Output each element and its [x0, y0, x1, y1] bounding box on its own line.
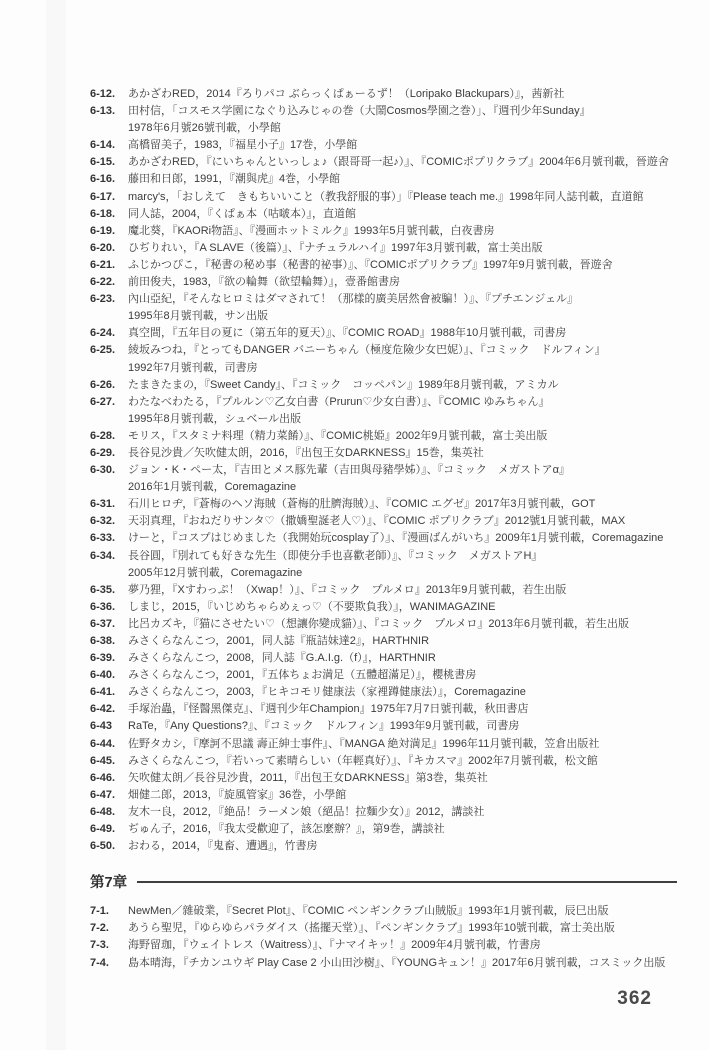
reference-entry [90, 616, 679, 633]
entry-text [128, 787, 679, 804]
entry-number: 6-33. [90, 532, 116, 545]
entry-text [128, 920, 679, 937]
entry-text-line: 魔北葵，『KAORi物語』、『漫画ホットミルク』1993年5月號刊載，白夜書房 [128, 224, 495, 237]
entry-text-line: 2016年1月號刊載，Coremagazine [128, 481, 297, 494]
reference-entry [90, 274, 679, 291]
reference-entry [90, 753, 679, 770]
entry-number: 6-42. [90, 703, 116, 716]
entry-number: 6-44. [90, 737, 116, 750]
entry-number: 7-3. [90, 939, 109, 952]
entry-number: 6-23. [90, 293, 116, 306]
entry-text [128, 342, 679, 376]
entry-text-line: 1995年8月號刊載，シュベール出版 [128, 412, 302, 425]
entry-text [128, 736, 679, 753]
entry-text [128, 257, 679, 274]
reference-entry [90, 599, 679, 616]
reference-entry [90, 496, 679, 513]
entry-text-line: ぢゅん子，2016，『我太受歡迎了，該怎麼辦？』，第9巻，講談社 [128, 823, 445, 836]
entry-number: 6-28. [90, 429, 116, 442]
reference-entry [90, 530, 679, 547]
entry-number: 6-39. [90, 652, 116, 665]
chapter7-header [90, 871, 679, 892]
entry-text-line: みさくらなんこつ，2001，同人誌『瓶詰妹達2』，HARTHNIR [128, 635, 430, 647]
entry-text-line: 島本晴海，『チカンユウギ Play Case 2 小山田沙樹』、『YOUNGキュン！』2017年6月號刊載，コスミック出版 [128, 956, 666, 969]
entry-text [128, 291, 679, 325]
entry-number: 7-4. [90, 956, 109, 969]
chapter-heading: 第7章 [90, 875, 128, 892]
entry-number: 6-20. [90, 241, 116, 254]
entry-number: 7-1. [90, 905, 109, 918]
entry-number: 6-26. [90, 378, 116, 391]
reference-entry [90, 86, 679, 103]
entry-text-line: 1992年7月號刊載，司書房 [128, 361, 258, 374]
entry-text-line: 比呂カズキ，『猫にさせたい♡（想讓你變成貓）』、『コミック プルメロ』2013年6月號刊載，若生出版 [128, 617, 630, 630]
entry-text-line: けーと，『コスプはじめました（我開始玩cosplay了）』、『漫画ばんがいち』2009年1月號刊載，Coremagazine [128, 532, 664, 545]
entry-text-line: 同人誌，2004，『くぱぁ本（咕啵本）』，直道館 [128, 207, 356, 220]
reference-entry [90, 955, 679, 972]
entry-text [128, 701, 679, 718]
entry-number: 6-17. [90, 190, 116, 203]
reference-entry [90, 428, 679, 445]
entry-number: 6-40. [90, 669, 116, 682]
reference-entry [90, 582, 679, 599]
entry-number: 6-35. [90, 583, 116, 596]
reference-entry [90, 257, 679, 274]
entry-number: 6-38. [90, 635, 116, 647]
reference-entry [90, 137, 679, 154]
reference-entry [90, 787, 679, 804]
entry-text [128, 462, 679, 496]
entry-text-line: わたなべわたる，『プルルン♡乙女白書（Prurun♡少女白書）』、『COMIC ゆみちゃん』 [128, 395, 550, 408]
entry-text-line: 長谷見沙貴／矢吹健太朗，2016，『出包王女DARKNESS』15巻，集英社 [128, 446, 484, 459]
entry-number: 6-49. [90, 823, 116, 836]
entry-number: 6-37. [90, 617, 116, 630]
reference-entry [90, 394, 679, 428]
entry-text-line: 真空間，『五年目の夏に（第五年的夏天）』、『COMIC ROAD』1988年10月號刊載，司書房 [128, 327, 567, 340]
entry-text [128, 599, 679, 616]
reference-entry [90, 838, 679, 855]
entry-text-line: みさくらなんこつ，2001，『五体ちょお満足（五體超滿足）』，櫻桃書房 [128, 669, 477, 682]
entry-text-line: あかざわRED，『にいちゃんといっしょ♪（跟哥哥一起♪）』、『COMICポプリクラブ』2004年6月號刊載，晉遊舍 [128, 156, 669, 169]
entry-text-line: 前田俊夫，1983，『欲の輪舞（欲望輪舞）』，壹番館書房 [128, 276, 400, 289]
reference-entry [90, 548, 679, 582]
entry-text-line: ふじかつぴこ，『秘書の秘め事（秘書的祕事）』、『COMICポプリクラブ』1997年9月號刊載，晉遊舍 [128, 258, 613, 271]
entry-text-line: 天羽真理，『おねだりサンタ♡（撒嬌聖誕老人♡）』、『COMIC ポプリクラブ』2012號1月號刊載，MAX [128, 515, 626, 528]
entry-text [128, 274, 679, 291]
entry-number: 7-2. [90, 922, 109, 935]
entry-number: 6-36. [90, 600, 116, 613]
entry-number: 6-24. [90, 327, 116, 340]
entry-text-line: おわる，2014，『鬼畜、遭遇』，竹書房 [128, 840, 318, 853]
entry-text [128, 206, 679, 223]
entry-number: 6-25. [90, 344, 116, 357]
scan-shading-band [46, 0, 66, 1050]
entry-text-line: 1978年6月號26號刊載，小學館 [128, 122, 281, 135]
entry-text-line: 藤田和日郎，1991，『潮與虎』4巻，小學館 [128, 173, 341, 186]
entry-text [128, 240, 679, 257]
entry-text-line: 1995年8月號刊載，サン出版 [128, 310, 269, 323]
reference-entry [90, 684, 679, 701]
entry-text-line: みさくらなんこつ，2003，『ヒキコモリ健康法（家裡蹲健康法）』，Coremagazine [128, 686, 526, 699]
entry-text-line: 2005年12月號刊載，Coremagazine [128, 566, 303, 579]
entry-text-line: 海野留珈，『ウェイトレス（Waitress）』、『ナマイキッ！』2009年4月號刊載，竹書房 [128, 939, 541, 952]
entry-text [128, 223, 679, 240]
entry-number: 6-29. [90, 446, 116, 459]
entry-number: 6-34. [90, 549, 116, 562]
entry-text-line: 高橋留美子，1983，『福星小子』17巻，小學館 [128, 139, 358, 152]
reference-entry [90, 206, 679, 223]
entry-text-line: たまきたまの，『Sweet Candy』、『コミック コッペパン』1989年8月號刊載，アミカル [128, 378, 559, 391]
entry-text [128, 171, 679, 188]
reference-entry [90, 937, 679, 954]
entry-number: 6-15. [90, 156, 116, 169]
reference-entry [90, 291, 679, 325]
entry-text [128, 377, 679, 394]
reference-entry [90, 804, 679, 821]
entry-text-line: 矢吹健太朗／長谷見沙貴，2011，『出包王女DARKNESS』第3巻，集英社 [128, 771, 488, 784]
reference-entry [90, 513, 679, 530]
reference-entry [90, 342, 679, 376]
entry-text [128, 325, 679, 342]
entry-number: 6-47. [90, 788, 116, 801]
entry-text [128, 903, 679, 920]
entry-text-line: 畑健二郎，2013，『旋風管家』36巻，小學館 [128, 788, 347, 801]
entry-number: 6-32. [90, 515, 116, 528]
entry-text [128, 582, 679, 599]
references-content [90, 86, 679, 972]
entry-number: 6-18. [90, 207, 116, 220]
entry-text [128, 394, 679, 428]
reference-entry [90, 903, 679, 920]
entry-text-line: あかざわRED，2014『ろりパコ ぶらっくぱぁーるず！（Loripako Blackupars）』，茜新社 [128, 88, 565, 100]
entry-text [128, 937, 679, 954]
reference-entry [90, 736, 679, 753]
entry-text [128, 684, 679, 701]
entry-text [128, 955, 679, 972]
entry-number: 6-31. [90, 498, 116, 511]
entry-text-line: 夢乃狸，『Xすわっぷ！（Xwap！）』、『コミック プルメロ』2013年9月號刊載，若生出版 [128, 583, 567, 596]
entry-text [128, 496, 679, 513]
entry-text [128, 633, 679, 650]
reference-entry [90, 325, 679, 342]
entry-text-line: 綾坂みつね，『とってもDANGER バニーちゃん（極度危險少女巴妮）』、『コミック ドルフィン』 [128, 344, 606, 357]
entry-text-line: モリス，『スタミナ料理（精力菜餚）』、『COMIC桃姫』2002年9月號刊載，富士美出版 [128, 429, 548, 442]
entry-number: 6-12. [90, 88, 116, 100]
chapter6-reference-list [90, 86, 679, 855]
reference-entry [90, 377, 679, 394]
entry-text-line: ひぢりれい，『A SLAVE（後篇）』、『ナチュラルハイ』1997年3月號刊載，富士美出版 [128, 241, 543, 254]
entry-text-line: あうら聖児，『ゆらゆらパラダイス（搖擺天堂）』、『ペンギンクラブ』1993年10號刊載，富士美出版 [128, 922, 615, 935]
reference-entry [90, 171, 679, 188]
entry-text-line: 友木一良，2012，『絶品！ラーメン娘（絕品！拉麵少女）』2012，講談社 [128, 805, 485, 818]
entry-number: 6-43 [90, 720, 113, 733]
entry-number: 6-21. [90, 258, 116, 271]
entry-text-line: 長谷圓，『別れても好きな先生（即使分手也喜歡老師）』、『コミック メガストアH』 [128, 549, 543, 562]
chapter7-reference-list [90, 903, 679, 971]
entry-text [128, 154, 679, 171]
entry-text-line: marcy's，「おしえて きもちいいこと（教我舒服的事）」『Please teach me.』1998年同人誌刊載，直道館 [128, 190, 644, 203]
entry-text [128, 718, 679, 735]
entry-text-line: みさくらなんこつ，2008，同人誌『G.A.I.g.（f）』，HARTHNIR [128, 652, 436, 665]
entry-text-line: 手塚治蟲，『怪醫黑傑克』、『週刊少年Champion』1975年7月7日號刊載，秋田書店 [128, 703, 529, 716]
reference-entry [90, 462, 679, 496]
reference-entry [90, 189, 679, 206]
entry-text-line: 內山亞紀，『そんなヒロミはダマされて！（那樣的廣美居然會被騙！）』、『プチエンジェル』 [128, 293, 579, 306]
reference-entry [90, 650, 679, 667]
entry-text [128, 548, 679, 582]
entry-text [128, 753, 679, 770]
entry-number: 6-14. [90, 139, 116, 152]
entry-number: 6-16. [90, 173, 116, 186]
entry-text [128, 103, 679, 137]
entry-number: 6-30. [90, 464, 116, 477]
reference-entry [90, 667, 679, 684]
entry-number: 6-48. [90, 805, 116, 818]
entry-text-line: ジョン・K・ペー太，『吉田とメス豚先輩（吉田與母豬學姊）』、『コミック メガストアα』 [128, 464, 570, 477]
entry-text-line: 田村信，「コスモス学園になぐり込みじゃの巻（大鬧Cosmos學園之巻）」、『週刊少年Sunday』 [128, 105, 591, 118]
entry-text [128, 804, 679, 821]
reference-entry [90, 445, 679, 462]
entry-text-line: RaTe，『Any Questions?』、『コミック ドルフィン』1993年9月號刊載，司書房 [128, 720, 520, 733]
entry-text-line: 佐野タカシ，『摩訶不思議 壽正紳士事件』、『MANGA 絶対満足』1996年11月號刊載，笠倉出版社 [128, 737, 600, 750]
entry-text-line: 石川ヒロヂ，『蒼梅のヘソ海賊（蒼梅的肚臍海賊）』、『COMIC エグゼ』2017年3月號刊載，GOT [128, 498, 596, 511]
reference-entry [90, 103, 679, 137]
entry-text [128, 821, 679, 838]
reference-entry [90, 701, 679, 718]
entry-text-line: みさくらなんこつ，『若いって素晴らしい（年輕真好）』、『キカスマ』2002年7月號刊載，松文館 [128, 754, 598, 767]
entry-text [128, 667, 679, 684]
entry-number: 6-46. [90, 771, 116, 784]
reference-entry [90, 770, 679, 787]
entry-text [128, 770, 679, 787]
reference-entry [90, 718, 679, 735]
entry-text [128, 428, 679, 445]
entry-number: 6-41. [90, 686, 116, 699]
entry-text [128, 189, 679, 206]
reference-entry [90, 223, 679, 240]
entry-text [128, 137, 679, 154]
page-number: 362 [617, 988, 652, 1009]
entry-number: 6-13. [90, 105, 116, 118]
reference-entry [90, 821, 679, 838]
entry-number: 6-45. [90, 754, 116, 767]
reference-entry [90, 920, 679, 937]
entry-text [128, 513, 679, 530]
entry-text-line: NewMen／雜破業，『Secret Plot』、『COMIC ペンギンクラブ山賊版』1993年1月號刊載，辰巳出版 [128, 905, 609, 918]
entry-text [128, 86, 679, 103]
entry-text-line: しまじ，2015，『いじめちゃらめぇっ♡（不要欺負我）』，WANIMAGAZINE [128, 600, 496, 613]
reference-entry [90, 240, 679, 257]
entry-text [128, 530, 679, 547]
entry-number: 6-50. [90, 840, 116, 853]
entry-text [128, 445, 679, 462]
entry-number: 6-22. [90, 276, 116, 289]
section-divider [137, 881, 677, 883]
entry-number: 6-27. [90, 395, 116, 408]
reference-entry [90, 154, 679, 171]
entry-number: 6-19. [90, 224, 116, 237]
entry-text [128, 650, 679, 667]
reference-entry [90, 633, 679, 650]
entry-text [128, 616, 679, 633]
entry-text [128, 838, 679, 855]
